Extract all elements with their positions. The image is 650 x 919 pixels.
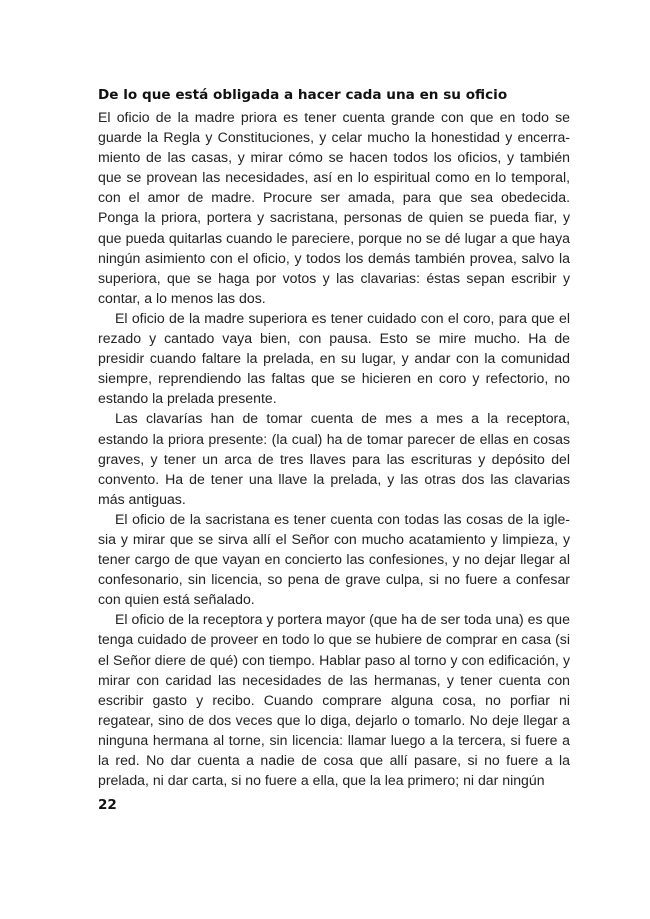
section-heading: De lo que está obligada a hacer cada una en su oficio bbox=[98, 87, 508, 103]
paragraph-5: El oficio de la receptora y portera mayor (que ha de ser toda una) es que tenga cuidado de proveer en todo lo que se hubiere de comprar en casa (si el Señor diere de qué) con tiempo. Hablar paso al torno y con edificación, y mirar con caridad las necesidades de las hermanas, y tener cuenta con escribir gasto y recibo. Cuando comprare alguna cosa, no porfiar ni regatear, sino de dos veces que lo diga, dejarlo o tomarlo. No deje llegar a ninguna hermana al torne, sin licencia: llamar luego a la tercera, si fuere a la red. No dar cuenta a nadie de cosa que allí pasare, si no fuere a la prelada, ni dar carta, si no fuere a ella, que la lea primero; ni dar ningún bbox=[98, 611, 570, 789]
paragraph-4: El oficio de la sacristana es tener cuenta con todas las cosas de la iglesia y mirar que se sirva allí el Señor con mucho acatamiento y limpieza, y tener cargo de que vayan en concierto las confesiones, y no dejar llegar al confesonario, sin licencia, so pena de grave culpa, si no fuere a confesar con quien está señalado. bbox=[98, 510, 570, 608]
body-text bbox=[98, 107, 570, 790]
paragraph-3: Las clavarías han de tomar cuenta de mes a mes a la receptora, estando la priora presente: (la cual) ha de tomar parecer de ellas en cosas graves, y tener un arca de tres llaves para las escrituras y depósito del convento. Ha de tener una llave la prelada, y las otras dos las clavarias más antiguas. bbox=[98, 410, 570, 507]
paragraph-1: El oficio de la madre priora es tener cuenta grande con que en todo se guarde la Regla y Constituciones, y celar mucho la honestidad y encerramiento de las casas, y mirar cómo se hacen todos los oficios, y también que se provean las necesidades, así en lo espiritual como en lo temporal, con el amor de madre. Procure ser amada, para que sea obedecida. Ponga la priora, portera y sacristana, personas de quien se pueda fiar, y que pueda quitarlas cuando le pareciere, porque no se dé lugar a que haya ningún asimiento con el oficio, y todos los demás también provea, salvo la superiora, que se haga por votos y las clavarias: éstas sepan escribir y contar, a lo menos las dos. bbox=[98, 109, 570, 306]
page-number: 22 bbox=[98, 797, 117, 813]
page-content bbox=[98, 86, 570, 790]
paragraph-2: El oficio de la madre superiora es tener cuidado con el coro, para que el rezado y cantado vaya bien, con pausa. Esto se mire mucho. Ha de presidir cuando faltare la prelada, en su lugar, y andar con la comunidad siempre, reprendiendo las faltas que se hicieren en coro y refectorio, no estando la prelada presente. bbox=[98, 309, 570, 407]
